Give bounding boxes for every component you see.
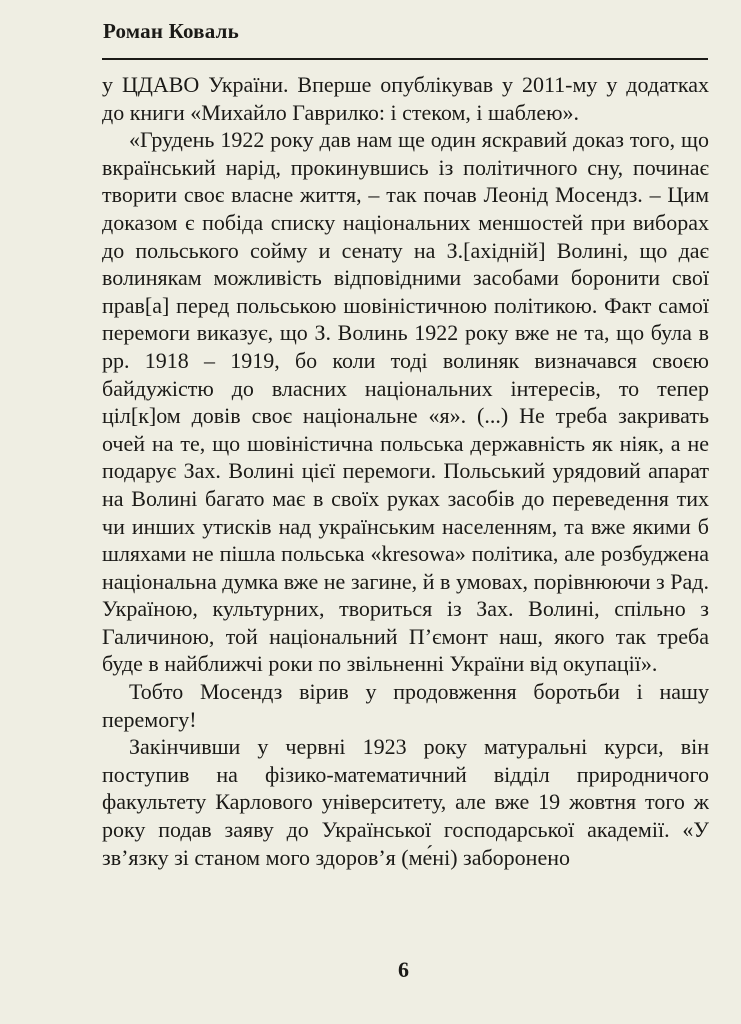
running-head: Роман Коваль (103, 19, 239, 43)
page-number: 6 (398, 957, 409, 982)
paragraph-quote: «Грудень 1922 року дав нам ще один яскравий доказ того, що вкраїнський нарід, прокинувшись із політичного сну, починає творити своє власне життя, – так почав Леонід Мосендз. – Цим доказом є побіда списку національних меншостей при виборах до польського сойму и сенату на З.[ахідній] Волині, що дає волинякам можливість відповідними засобами боронити свої прав[а] перед польською шовіністичною політикою. Факт самої перемоги виказує, що З. Волинь 1922 року вже не та, що була в рр. 1918 – 1919, бо коли тоді волиняк визначався своєю байдужістю до власних національних інтересів, то тепер ціл[к]ом довів своє національне «я». (...) Не треба закривать очей на те, що шовіністична польська державність як ніяк, а не подарує Зах. Волині цієї перемоги. Польський урядовий апарат на Волині багато має в своїх руках засобів до переведення тих чи инших утисків над українським населенням, та вже якими б шляхами не пішла польська «kresowa» політика, але розбуджена національна думка вже не загине, й в умовах, порівнюючи з Рад. Україною, культурних, твориться із Зах. Волині, спільно з Галичиною, той національний П’ємонт наш, якого так треба буде в найближчі роки по звільненні України від окупації». (102, 127, 709, 677)
paragraph-studies: Закінчивши у червні 1923 року матуральні курси, він поступив на фізико-математичний відділ природничого факультету Карлового університету, але вже 19 жовтня того ж року подав заяву до Української господарської академії. «У зв’язку зі станом мого здоров’я (ме́ні) заборонено (102, 734, 709, 870)
header-rule (102, 58, 708, 60)
paragraph-conclusion: Тобто Мосендз вірив у продовження боротьби і нашу перемогу! (102, 679, 709, 732)
paragraph-continuation: у ЦДАВО України. Вперше опублікував у 2011-му у додатках до книги «Михайло Гаврилко: і стеком, і шаблею». (102, 72, 709, 125)
body-text (102, 71, 709, 871)
